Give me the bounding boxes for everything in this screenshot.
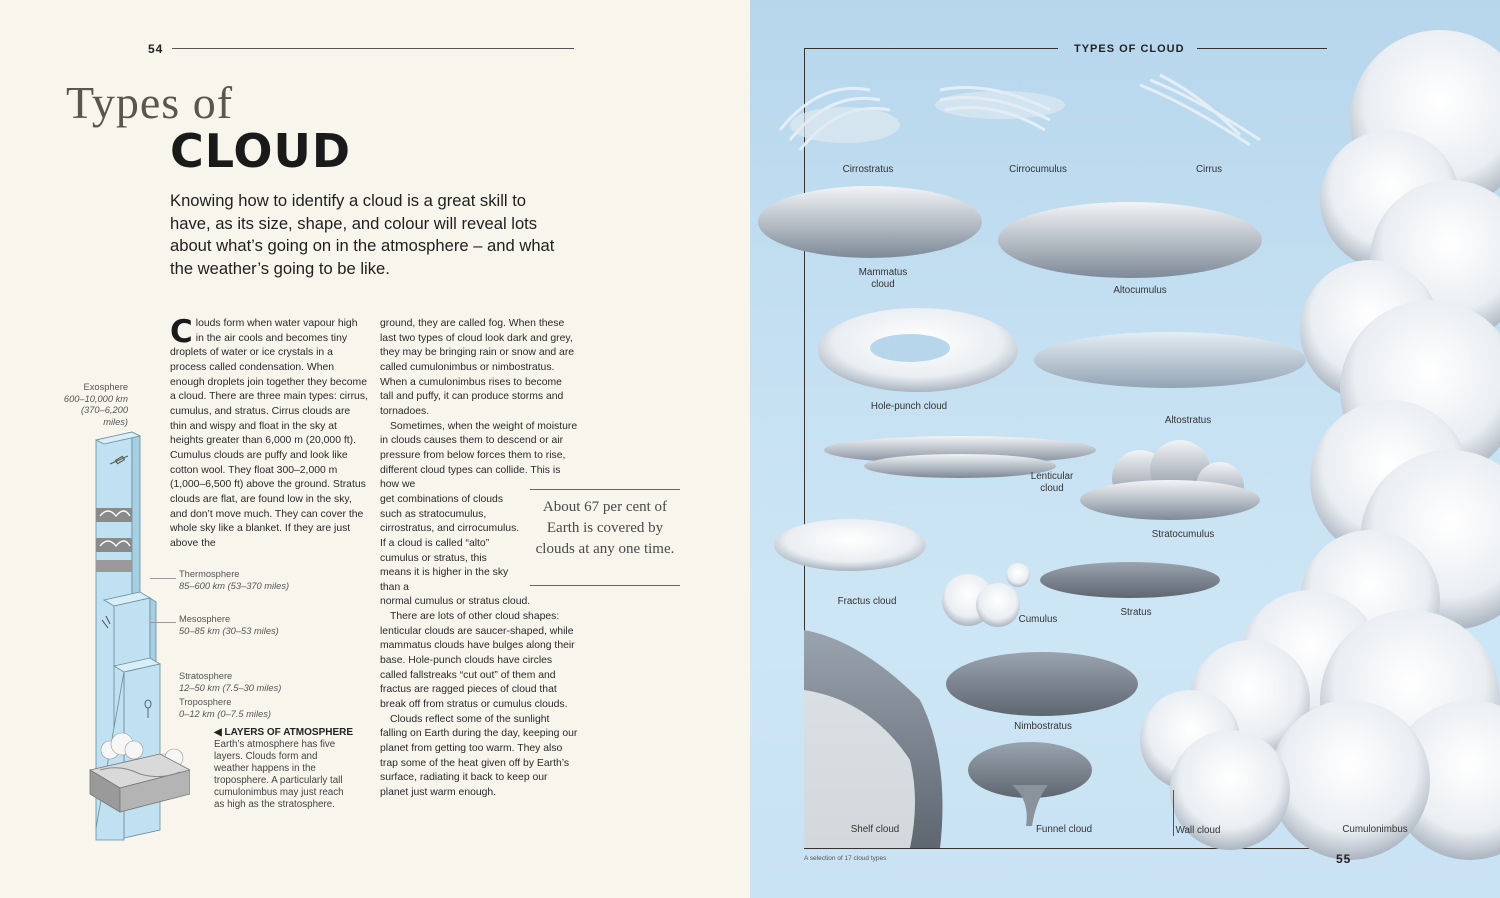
right-page (750, 0, 1500, 898)
label-cumulus: Cumulus (1018, 614, 1058, 625)
label-funnel-cloud: Funnel cloud (1035, 824, 1093, 835)
label-hole-punch-cloud: Hole-punch cloud (870, 401, 948, 412)
layer-label-mesosphere (179, 614, 279, 637)
intro-paragraph: Knowing how to identify a cloud is a great skill to have, as its size, shape, and colour will reveal lots about what’s going on in the atmosphere – and what the weather’s going to be like. (170, 191, 555, 278)
section-header: TYPES OF CLOUD (1074, 43, 1185, 55)
layer-label-troposphere (179, 697, 271, 720)
wall-cloud-leader (1173, 790, 1174, 836)
label-cirrocumulus: Cirrocumulus (1009, 164, 1067, 175)
label-fractus-cloud: Fractus cloud (837, 596, 897, 607)
footnote: A selection of 17 cloud types (804, 855, 887, 862)
layer-range: 0–12 km (0–7.5 miles) (179, 708, 271, 719)
label-altostratus: Altostratus (1164, 415, 1212, 426)
cloud-illustrations (750, 0, 1500, 898)
col2-paragraph-1: ground, they are called fog. When these last two types of cloud look dark and grey, they may be bringing rain or snow and are called cumulonimbus or nimbostratus. When a cumulonimbus rises to become tall and puffy, it can produce storms and tornadoes. (380, 318, 575, 417)
layer-range-miles: (370–6,200 miles) (80, 405, 128, 427)
label-altocumulus: Altocumulus (1113, 285, 1167, 296)
label-nimbostratus: Nimbostratus (1014, 721, 1072, 732)
layer-label-thermosphere (179, 569, 289, 592)
caption-text: Earth’s atmosphere has five layers. Clouds form and weather happens in the troposphere. A particularly tall cumulonimbus may just reach as high as the stratosphere. (214, 739, 344, 810)
col2-paragraph-2c: normal cumulus or stratus cloud. (380, 596, 531, 608)
label-shelf-cloud: Shelf cloud (850, 824, 900, 835)
caption-title: ◀ LAYERS OF ATMOSPHERE (214, 727, 354, 738)
atmosphere-caption (214, 727, 354, 811)
col1-text: louds form when water vapour high in the air cools and becomes tiny droplets of water or ice crystals in a process called condensation. When enough droplets join together they become a cloud. There are three main types: cirrus, cumulus, and stratus. Cirrus clouds are thin and wispy and float in the sky at heights greater than 6,000 m (20,000 ft). Cumulus clouds are puffy and look like cotton wool. They float 300–2,000 m (1,000–6,500 ft) above the ground. Stratus clouds are flat, are found low in the sky, and don’t move much. They can cover the whole sky like a blanket. If they are just above the (170, 318, 368, 549)
body-column-1 (170, 314, 368, 552)
label-cirrus: Cirrus (1195, 164, 1223, 175)
layer-name: Mesosphere (179, 614, 231, 624)
layer-name: Troposphere (179, 697, 232, 707)
header-rule (172, 48, 574, 49)
label-cumulonimbus: Cumulonimbus (1342, 824, 1408, 835)
col2-paragraph-2b: get combinations of clouds such as stratocumulus, cirrostratus, and cirrocumulus. If a cloud is called “alto” cumulus or stratus, this means it is higher in the sky than a (380, 493, 520, 593)
layer-range: 12–50 km (7.5–30 miles) (179, 682, 282, 693)
col2-paragraph-3: There are lots of other cloud shapes: lenticular clouds are saucer-shaped, while mammatus clouds have bulges along their base. Hole-punch clouds have circles called fallstreaks “cut out” of them and fractus are ragged pieces of cloud that break off from stratus or cumulus clouds. (380, 611, 575, 711)
pull-quote: About 67 per cent of Earth is covered by clouds at any one time. (535, 499, 675, 557)
layer-name: Exosphere (83, 382, 128, 392)
page-number-left: 54 (148, 42, 164, 56)
page-number-right: 55 (1336, 852, 1352, 866)
drop-cap: C (170, 314, 193, 350)
label-stratus: Stratus (1120, 607, 1152, 618)
quote-rule-bottom (530, 585, 680, 586)
layer-name: Thermosphere (179, 569, 240, 579)
col2-paragraph-4: Clouds reflect some of the sunlight falling on Earth during the day, keeping our planet from getting too warm. They also trap some of the heat given off by Earth’s surface, radiating it back to keep our planet just warm enough. (380, 713, 578, 798)
atmosphere-layers-illustration (80, 420, 190, 850)
label-lenticular-cloud: Lenticular cloud (1030, 471, 1074, 494)
layer-range: 600–10,000 km (63, 393, 128, 404)
layer-range: 50–85 km (30–53 miles) (179, 625, 279, 636)
label-wall-cloud: Wall cloud (1175, 825, 1221, 836)
leader-line (150, 622, 176, 623)
title-line-1: Types of (66, 77, 234, 128)
layer-label-exosphere (60, 382, 128, 428)
label-cirrostratus: Cirrostratus (842, 164, 894, 175)
title-line-2: CLOUD (170, 124, 352, 178)
layer-label-stratosphere (179, 671, 281, 694)
leader-line (150, 578, 176, 579)
layer-name: Stratosphere (179, 671, 233, 681)
caption-arrow-icon: ◀ (214, 727, 222, 738)
quote-rule-top (530, 489, 680, 490)
label-mammatus-cloud: Mammatus cloud (858, 267, 908, 290)
layer-range: 85–600 km (53–370 miles) (179, 580, 290, 591)
col2-paragraph-2a: Sometimes, when the weight of moisture in clouds causes them to descend or air pressure from below forces them to rise, different cloud types can collide. This is how we (380, 420, 578, 491)
label-stratocumulus: Stratocumulus (1151, 529, 1215, 540)
